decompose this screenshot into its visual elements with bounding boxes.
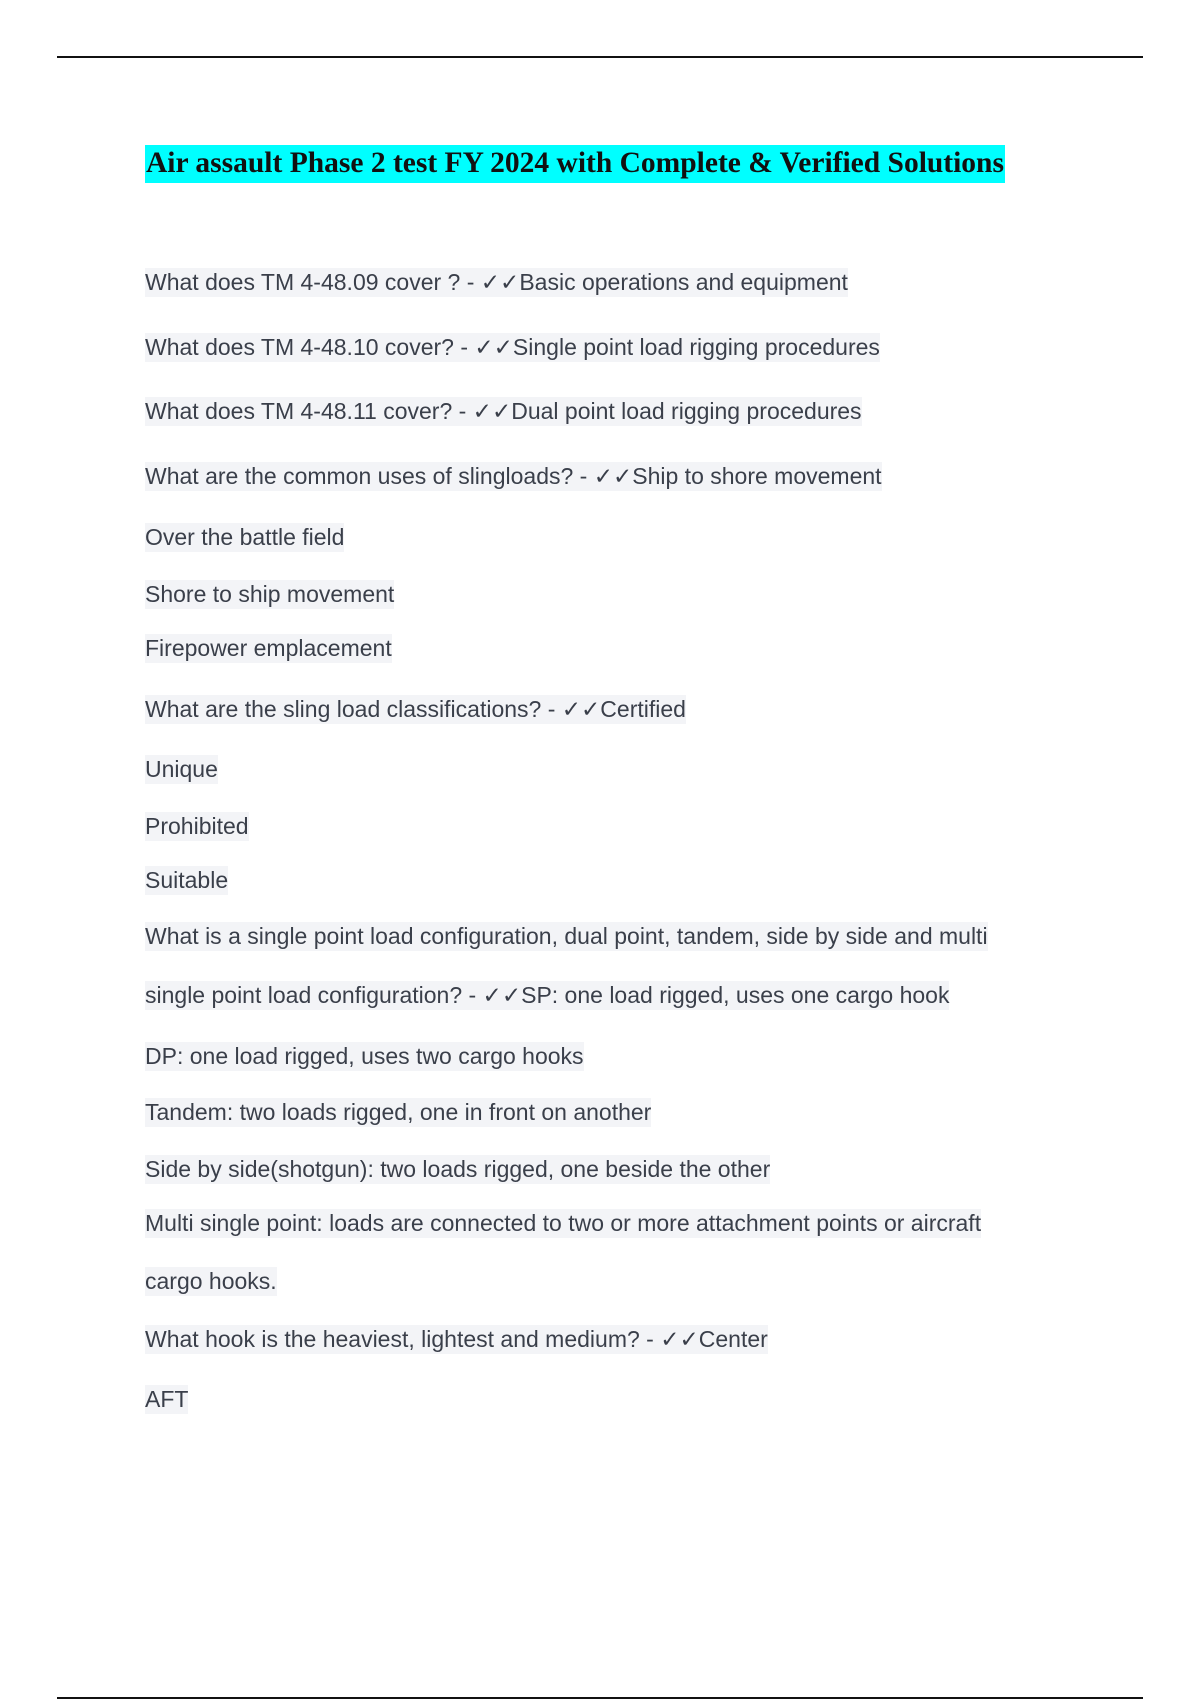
qa-line-text: single point load configuration? - ✓✓SP: one load rigged, uses one cargo hook — [145, 982, 950, 1008]
bottom-rule — [57, 1697, 1143, 1699]
qa-line-text: Shore to ship movement — [145, 581, 395, 607]
qa-line-text: What does TM 4-48.11 cover? - ✓✓Dual point load rigging procedures — [145, 398, 862, 424]
qa-line — [145, 523, 344, 551]
qa-line — [145, 1155, 770, 1183]
qa-line-text: What are the sling load classifications? - ✓✓Certified — [145, 696, 686, 722]
qa-line — [145, 1267, 277, 1295]
document-title-text: Air assault Phase 2 test FY 2024 with Complete & Verified Solutions — [145, 145, 1005, 183]
qa-line — [145, 462, 882, 490]
qa-line-text: What hook is the heaviest, lightest and medium? - ✓✓Center — [145, 1326, 768, 1352]
qa-line-text: Side by side(shotgun): two loads rigged, one beside the other — [145, 1156, 771, 1182]
qa-line-text: DP: one load rigged, uses two cargo hooks — [145, 1043, 584, 1069]
qa-line-text: Unique — [145, 756, 218, 782]
qa-line — [145, 812, 249, 840]
qa-line — [145, 634, 392, 662]
qa-line-text: Multi single point: loads are connected to two or more attachment points or aircraft — [145, 1210, 982, 1236]
document-title — [145, 143, 1005, 185]
qa-line — [145, 695, 686, 723]
qa-line — [145, 1209, 981, 1237]
qa-line-text: What are the common uses of slingloads? - ✓✓Ship to shore movement — [145, 463, 882, 489]
qa-line — [145, 755, 218, 783]
qa-line — [145, 1385, 188, 1413]
qa-line — [145, 1098, 651, 1126]
qa-line-text: AFT — [145, 1386, 189, 1412]
qa-line-text: cargo hooks. — [145, 1268, 277, 1294]
qa-line-text: Prohibited — [145, 813, 249, 839]
qa-line — [145, 922, 988, 950]
qa-line-text: Suitable — [145, 867, 229, 893]
qa-line — [145, 981, 949, 1009]
qa-line — [145, 1325, 768, 1353]
qa-line — [145, 268, 848, 296]
qa-line — [145, 580, 394, 608]
top-rule — [57, 56, 1143, 58]
qa-line-text: What does TM 4-48.09 cover ? - ✓✓Basic operations and equipment — [145, 269, 848, 295]
qa-line — [145, 333, 880, 361]
qa-line — [145, 1042, 584, 1070]
qa-line-text: Firepower emplacement — [145, 635, 392, 661]
qa-line-text: Tandem: two loads rigged, one in front on another — [145, 1099, 652, 1125]
qa-line — [145, 866, 228, 894]
qa-line-text: What is a single point load configuration, dual point, tandem, side by side and multi — [145, 923, 988, 949]
qa-line-text: Over the battle field — [145, 524, 345, 550]
qa-line-text: What does TM 4-48.10 cover? - ✓✓Single point load rigging procedures — [145, 334, 880, 360]
qa-line — [145, 397, 862, 425]
